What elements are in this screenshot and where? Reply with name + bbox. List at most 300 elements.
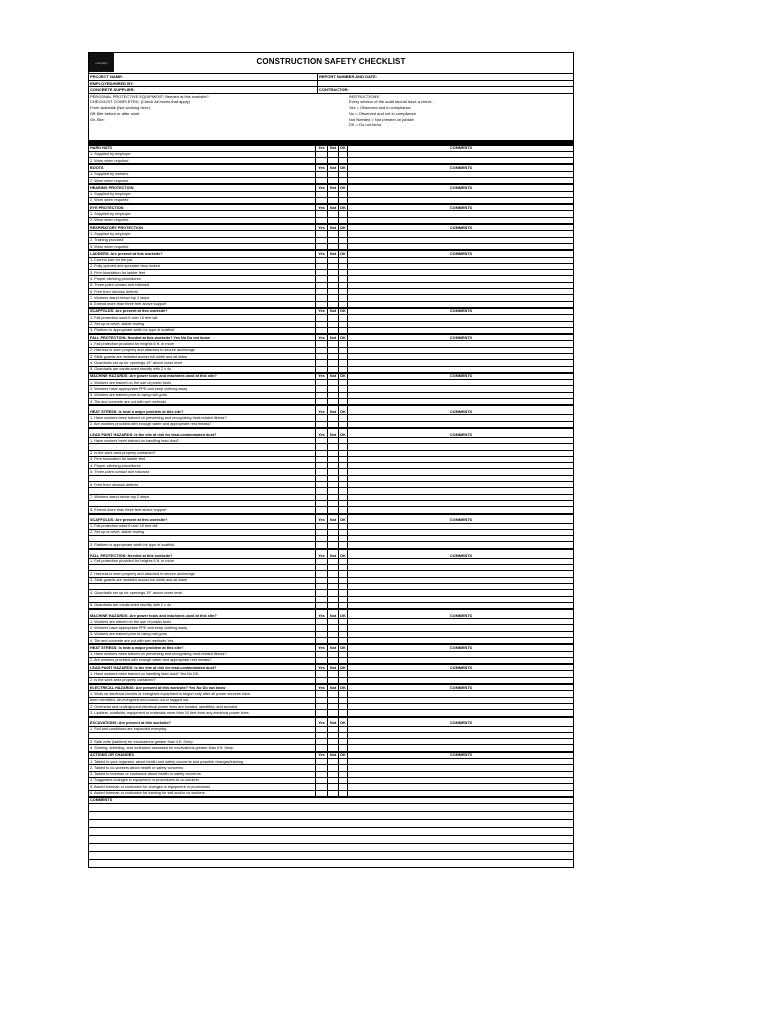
item-text: 2. Worn when required <box>89 217 316 224</box>
info-label[interactable]: CONCRETE SUPPLIER: <box>89 87 318 93</box>
item-text: 4. Proper climbing procedures <box>89 276 316 282</box>
checklist-item <box>89 677 574 684</box>
item-text: 1. Have workers been trained on preventing and recognizing heat-related illness? <box>89 651 316 657</box>
section-header <box>89 145 574 152</box>
yes-column-label: Yes <box>316 609 328 619</box>
checklist-item <box>89 158 574 165</box>
comments-column-label: COMMENTS <box>348 184 574 191</box>
not-checkbox[interactable] <box>328 243 339 250</box>
item-text: 1. Correct size for the job <box>89 257 316 263</box>
comments-column-label: COMMENTS <box>348 644 574 651</box>
yes-checkbox[interactable] <box>316 421 328 428</box>
item-text: 4. Guardrails set up for openings 19" above lower level <box>89 360 316 366</box>
comment-cell[interactable] <box>348 542 574 549</box>
yes-checkbox[interactable] <box>316 399 328 406</box>
item-text: 4. Tile and concrete are cut with wet methods <box>89 399 316 406</box>
yes-column-label: Yes <box>316 549 328 559</box>
item-text: 1. Talked to your organizer about health and safety concerns and possible changes/training <box>89 759 316 765</box>
item-text: 2. Safe exits (ladders) for excavations greater than 4 ft. Deep <box>89 739 316 745</box>
info-label[interactable]: EMPLOYED/HIRED BY: <box>89 81 318 87</box>
item-text: 3. Worn when required <box>89 243 316 250</box>
dk-checkbox[interactable] <box>339 217 348 224</box>
item-text: 7. Workers stand below top 2 steps <box>89 295 316 301</box>
dk-column-label: DK <box>339 609 348 619</box>
checklist-item <box>89 657 574 664</box>
yes-column-label: Yes <box>316 334 328 341</box>
comment-cell[interactable] <box>348 421 574 428</box>
item-text: 4. Tile and concrete are cut with wet methods Yes <box>89 637 316 644</box>
item-text: 5. Three-point contact rule followed <box>89 282 316 288</box>
item-text: 1. Work on electrical circuits or energized equipment is begun only after all power sources have <box>89 691 316 697</box>
comment-cell[interactable] <box>348 158 574 165</box>
comments-column-label: COMMENTS <box>348 250 574 257</box>
item-text: 8. Extend more than three feet above support <box>89 507 316 514</box>
comment-line-cell[interactable] <box>89 852 574 860</box>
item-text: 3. Talked to foreman or contractor about health or safety concerns <box>89 771 316 777</box>
item-text: 7. Workers stand below top 2 steps <box>89 494 316 500</box>
not-checkbox[interactable] <box>328 637 339 644</box>
item-text: 2. Is the work area properly contained? <box>89 450 316 456</box>
info-label[interactable] <box>318 81 573 87</box>
not-checkbox[interactable] <box>328 158 339 165</box>
not-column-label: Not <box>328 250 339 257</box>
dk-column-label: DK <box>340 685 346 690</box>
info-row <box>88 73 574 81</box>
item-text: 1. Soil and conditions are inspected everyday <box>89 726 316 732</box>
yes-column-label: Yes <box>316 664 328 671</box>
item-text: 3. Shoring, shielding, and inclination assessed for excavations greater than 5 ft. Deep <box>89 745 316 752</box>
item-text: 2. Harness is worn properly and attached to secure anchorage <box>89 571 316 577</box>
comment-line[interactable] <box>89 804 574 812</box>
item-text: 8. Extend more than three feet above support <box>89 301 316 308</box>
dk-checkbox[interactable] <box>339 677 348 684</box>
comment-line-cell[interactable] <box>89 828 574 836</box>
not-column-label: Not <box>328 184 339 191</box>
section-title: HARD HATS <box>89 145 316 152</box>
dk-checkbox[interactable] <box>339 243 348 250</box>
comment-line-cell[interactable] <box>89 820 574 828</box>
item-text: 4. Guardrails set up for openings 19" above lower level <box>89 590 316 596</box>
intro-line: CHECKLIST COMPLETED: (Check all boxes that apply) <box>90 99 190 105</box>
section-header <box>89 164 574 171</box>
item-text: 1. Workers are trained on the use of power tools <box>89 380 316 386</box>
dk-column-label: DK <box>339 428 348 438</box>
section-header <box>89 334 574 341</box>
item-text: 3. Slide guards are installed across full width and all sides <box>89 354 316 360</box>
dk-checkbox[interactable] <box>339 542 348 549</box>
comments-column-label: COMMENTS <box>348 405 574 415</box>
item-text: 3. Slide guards are installed across full width and all sides <box>89 577 316 583</box>
not-checkbox[interactable] <box>328 677 339 684</box>
item-text: 2. Harness is worn properly and attached to secure anchorage <box>89 347 316 353</box>
comment-cell[interactable] <box>348 507 574 514</box>
item-text: 1. Fall protection used if over 10 feet tall <box>89 523 316 529</box>
checklist-item <box>89 542 574 549</box>
dk-checkbox[interactable] <box>339 327 348 334</box>
instruction-line: Every section of the audit should have a check : <box>349 99 434 105</box>
item-text: 1. Fall protection provided for heights 6 ft. or more <box>89 341 316 347</box>
comments-column-label: COMMENTS <box>348 684 574 691</box>
not-checkbox[interactable] <box>328 507 339 514</box>
section-header <box>89 609 574 619</box>
item-text: 2. Are workers provided with enough water and appropriate rest breaks? <box>89 421 316 428</box>
item-text: 6. Asked foreman or contractor for training for self and/or co-workers <box>89 790 316 797</box>
item-text: 3. Platform is appropriate width for type of scaffold <box>89 327 316 334</box>
section-title: LADDERS: Are present at this worksite? <box>89 250 316 257</box>
item-text: 3. Firm foundation for ladder feet <box>89 456 316 462</box>
section-header <box>89 428 574 438</box>
yes-checkbox[interactable] <box>316 158 328 165</box>
dk-checkbox[interactable] <box>339 657 348 664</box>
dk-checkbox[interactable] <box>339 421 348 428</box>
section-title: MACHINE HAZARDS: Are power tools and machines used at this site? <box>89 609 316 619</box>
item-text: 2. Worn when required <box>89 197 316 204</box>
dk-checkbox[interactable] <box>339 637 348 644</box>
not-column-label: Not <box>328 644 339 651</box>
section-header <box>89 514 574 524</box>
dk-checkbox[interactable] <box>339 399 348 406</box>
final-comments-label: COMMENTS <box>89 797 574 804</box>
yes-checkbox[interactable] <box>316 327 328 334</box>
section-title: EYE PROTECTION <box>89 204 316 211</box>
yes-checkbox[interactable] <box>316 301 328 308</box>
section-title: HEAT STRESS: Is heat a major problem at this site? <box>89 405 316 415</box>
dk-checkbox[interactable] <box>339 301 348 308</box>
comment-line[interactable] <box>89 812 574 820</box>
section-header <box>89 664 574 671</box>
comments-column-label: COMMENTS <box>348 752 574 759</box>
comment-cell[interactable] <box>348 637 574 644</box>
comment-cell[interactable] <box>348 177 574 184</box>
checklist-item <box>89 637 574 644</box>
intro-line: On-Site: <box>90 116 105 122</box>
not-checkbox[interactable] <box>328 366 339 373</box>
yes-checkbox[interactable] <box>316 197 328 204</box>
item-text: 3. Workers are trained prior to using nail guns <box>89 392 316 398</box>
item-text: 2. Workers have appropriate PPE and keep clothing away <box>89 386 316 392</box>
intro-line: PERSONAL PROTECTIVE EQUIPMENT: Needed at this worksite? <box>90 93 209 99</box>
instructions <box>318 94 573 140</box>
yes-column-label: Yes <box>316 250 328 257</box>
yes-checkbox[interactable] <box>316 710 328 717</box>
checklist-table <box>88 140 574 869</box>
section-title: MACHINE HAZARDS: Are power tools and machines used at this site? <box>89 373 316 380</box>
comments-column-label: COMMENTS <box>348 334 574 341</box>
comment-line[interactable] <box>89 836 574 844</box>
item-text: 3. Workers are trained prior to using nail guns <box>89 631 316 637</box>
checklist-item <box>89 421 574 428</box>
checklist-item <box>89 507 574 514</box>
comments-column-label: COMMENTS <box>348 145 574 152</box>
not-column-label: Not <box>328 204 339 211</box>
not-checkbox[interactable] <box>328 399 339 406</box>
comment-line[interactable] <box>89 844 574 852</box>
item-text: 5. Guardrails are constructed sturdily with 2 x 4s <box>89 602 316 609</box>
section-title: HEARING PROTECTION <box>89 184 316 191</box>
yes-column-label: Yes <box>316 644 328 651</box>
not-checkbox[interactable] <box>328 542 339 549</box>
section-title: SCAFFOLDS: Are present at this worksite? <box>89 308 316 315</box>
item-text: 5. Guardrails are constructed sturdily with 2 x 4s <box>89 366 316 373</box>
comment-cell[interactable] <box>348 366 574 373</box>
not-column-label: Not <box>328 609 339 619</box>
item-text: 2. Fully opened and spreader bars locked <box>89 263 316 269</box>
not-column-label: Not <box>328 224 339 231</box>
not-column-label: Not <box>328 549 339 559</box>
yes-checkbox[interactable] <box>316 745 328 752</box>
not-checkbox[interactable] <box>328 217 339 224</box>
dk-column-label: DK <box>339 405 348 415</box>
comment-cell[interactable] <box>348 197 574 204</box>
section-title: EXCAVATIONS: Are present at this worksite? <box>89 717 316 727</box>
yes-checkbox[interactable] <box>316 507 328 514</box>
item-text: 5. Three-point contact rule followed <box>89 469 316 475</box>
checklist-item <box>89 243 574 250</box>
not-checkbox[interactable] <box>328 301 339 308</box>
comments-column-label: COMMENTS <box>348 514 574 524</box>
item-text: 2. Overhead and underground electrical power lines are located, identified, and avoided. <box>89 703 316 709</box>
section-title: FALL PROTECTION: Needed at this worksite? <box>89 549 316 559</box>
section-header <box>89 405 574 415</box>
comment-cell[interactable] <box>348 399 574 406</box>
yes-checkbox[interactable] <box>316 637 328 644</box>
dk-column-label: DK <box>340 753 346 758</box>
intro-block <box>88 94 574 140</box>
not-checkbox[interactable] <box>328 327 339 334</box>
item-text: 6. Free from obvious defects <box>89 289 316 295</box>
item-text: 1. Have workers been trained on preventing and recognizing heat-related illness? <box>89 415 316 421</box>
dk-checkbox[interactable] <box>339 790 348 797</box>
section-title: ACTIONS OR CHANGES <box>89 752 316 759</box>
item-text: 3. Firm foundation for ladder feet <box>89 270 316 276</box>
section-header <box>89 204 574 211</box>
section-header <box>89 752 574 759</box>
not-checkbox[interactable] <box>328 177 339 184</box>
comment-cell[interactable] <box>348 745 574 752</box>
section-title: LEAD PAINT HAZARDS: Is the site at risk for lead-contaminated dust? <box>89 664 316 671</box>
not-column-label: Not <box>328 145 339 152</box>
not-checkbox[interactable] <box>328 197 339 204</box>
comments-column-label: COMMENTS <box>348 308 574 315</box>
comment-cell[interactable] <box>348 710 574 717</box>
intro-line: Off-Site before or after work: <box>90 110 141 116</box>
not-column-label: Not <box>328 334 339 341</box>
section-header <box>89 373 574 380</box>
item-text: 5. Asked foreman or contractor for changes in equipment or procedures <box>89 784 316 790</box>
checklist-item <box>89 327 574 334</box>
comment-cell[interactable] <box>348 790 574 797</box>
not-checkbox[interactable] <box>328 421 339 428</box>
dk-column-label: DK <box>339 549 348 559</box>
comment-cell[interactable] <box>348 243 574 250</box>
info-label[interactable]: CONTRACTOR: <box>319 87 349 92</box>
item-text: 1. Workers are trained on the use of power tools <box>89 619 316 625</box>
item-text: 1. Fall protection used if over 10 feet tall <box>89 315 316 321</box>
section-title: LEAD PAINT HAZARDS: Is the site at risk for lead-contaminated dust? <box>89 428 316 438</box>
item-text: 2. Set up on level, stable footing <box>89 321 316 327</box>
item-text: 2. Training provided <box>89 237 316 243</box>
page-title: CONSTRUCTION SAFETY CHECKLIST <box>256 57 406 66</box>
item-text: 1. Supplied by employer <box>89 211 316 217</box>
dk-column-label: DK <box>339 717 348 727</box>
comments-column-label: COMMENTS <box>348 373 574 380</box>
not-column-label: Not <box>328 428 339 438</box>
section-title: BOOTS <box>89 164 316 171</box>
dk-column-label: DK <box>340 205 346 210</box>
dk-checkbox[interactable] <box>339 507 348 514</box>
comments-column-label: COMMENTS <box>348 164 574 171</box>
section-header <box>89 644 574 651</box>
dk-column-label: DK <box>340 165 346 170</box>
not-checkbox[interactable] <box>328 710 339 717</box>
comment-cell[interactable] <box>348 217 574 224</box>
instruction-line: No = Observed and not in compliance <box>349 110 417 116</box>
yes-checkbox[interactable] <box>316 243 328 250</box>
checklist-item <box>89 602 574 609</box>
section-header <box>89 549 574 559</box>
checklist-item <box>89 217 574 224</box>
yes-column-label: Yes <box>316 145 328 152</box>
intro-left <box>89 94 318 140</box>
yes-column-label: Yes <box>316 373 328 380</box>
comments-column-label: COMMENTS <box>348 204 574 211</box>
info-label[interactable]: REPORT NUMBER AND DATE: <box>319 74 377 79</box>
not-checkbox[interactable] <box>328 657 339 664</box>
yes-column-label: Yes <box>316 184 328 191</box>
section-header <box>89 684 574 691</box>
instruction-line: Not Needed = Not present on jobsite <box>349 116 414 122</box>
item-text: 1. Fall protection provided for heights 6 ft. or more <box>89 558 316 564</box>
item-text: 6. Free from obvious defects <box>89 482 316 488</box>
item-text: 1. Supplied by employer <box>89 231 316 237</box>
item-text: 2. Set up on level, stable footing <box>89 529 316 535</box>
item-text: 4. Suggested changes in equipment or procedures to co-workers <box>89 777 316 783</box>
dk-checkbox[interactable] <box>339 197 348 204</box>
item-text: 2. Worn when required <box>89 177 316 184</box>
section-header <box>89 250 574 257</box>
dk-column-label: DK <box>340 645 346 650</box>
comment-cell[interactable] <box>348 657 574 664</box>
yes-checkbox[interactable] <box>316 790 328 797</box>
section-title: ELECTRICAL HAZARDS: Are present at this worksite? Yes No Do not know <box>89 684 316 691</box>
yes-checkbox[interactable] <box>316 217 328 224</box>
item-text: 2. Workers have appropriate PPE and keep clothing away <box>89 625 316 631</box>
item-text: 1. Have workers been trained on handling lead dust? Yes No DK <box>89 671 316 677</box>
not-checkbox[interactable] <box>328 745 339 752</box>
yes-checkbox[interactable] <box>316 602 328 609</box>
not-column-label: Not <box>328 405 339 415</box>
checklist-item <box>89 710 574 717</box>
not-checkbox[interactable] <box>328 602 339 609</box>
checklist-sheet <box>88 52 574 868</box>
yes-column-label: Yes <box>316 405 328 415</box>
comment-line[interactable] <box>89 820 574 828</box>
comments-column-label: COMMENTS <box>348 224 574 231</box>
comments-column-label: COMMENTS <box>348 609 574 619</box>
dk-column-label: DK <box>340 335 346 340</box>
yes-column-label: Yes <box>316 204 328 211</box>
item-text: 2. Are workers provided with enough water and appropriate rest breaks? <box>89 657 316 664</box>
not-checkbox[interactable] <box>328 790 339 797</box>
comment-line[interactable] <box>89 852 574 860</box>
not-column-label: Not <box>328 717 339 727</box>
section-title: HEAT STRESS: Is heat a major problem at this site? <box>89 644 316 651</box>
dk-column-label: DK <box>340 146 346 151</box>
comment-line[interactable] <box>89 828 574 836</box>
not-column-label: Not <box>328 308 339 315</box>
checklist-item <box>89 177 574 184</box>
section-header <box>89 717 574 727</box>
section-header <box>89 308 574 315</box>
comment-cell[interactable] <box>348 602 574 609</box>
comments-column-label: COMMENTS <box>348 717 574 727</box>
yes-column-label: Yes <box>316 717 328 727</box>
comment-line-cell[interactable] <box>89 812 574 820</box>
not-column-label: Not <box>328 164 339 171</box>
dk-column-label: DK <box>340 225 346 230</box>
item-text: 2. Talked to co-workers about health or safety concerns <box>89 765 316 771</box>
item-text: 1. Supplied by workers <box>89 171 316 177</box>
item-text: 1. Have workers been trained on handling lead dust? <box>89 437 316 443</box>
dk-checkbox[interactable] <box>339 366 348 373</box>
checklist-item <box>89 745 574 752</box>
yes-checkbox[interactable] <box>316 677 328 684</box>
dk-checkbox[interactable] <box>339 158 348 165</box>
yes-checkbox[interactable] <box>316 366 328 373</box>
comment-cell[interactable] <box>348 677 574 684</box>
item-text: 3. Platform is appropriate width for type of scaffold <box>89 542 316 549</box>
not-column-label: Not <box>328 514 339 524</box>
item-text: 2. Is the work area properly contained? <box>89 677 316 684</box>
item-text: 2. Worn when required <box>89 158 316 165</box>
checklist-item <box>89 366 574 373</box>
comment-line-cell[interactable] <box>89 836 574 844</box>
checklist-item <box>89 790 574 797</box>
comments-column-label: COMMENTS <box>348 428 574 438</box>
dk-column-label: DK <box>340 251 346 256</box>
yes-checkbox[interactable] <box>316 542 328 549</box>
comment-line[interactable] <box>89 860 574 868</box>
info-label[interactable]: PROJECT NAME: <box>89 74 318 80</box>
yes-checkbox[interactable] <box>316 657 328 664</box>
dk-checkbox[interactable] <box>339 177 348 184</box>
item-text: been identified, de-energized and locked out or tagged out. <box>89 697 316 703</box>
yes-column-label: Yes <box>316 164 328 171</box>
dk-column-label: DK <box>339 514 348 524</box>
not-column-label: Not <box>328 664 339 671</box>
instruction-line: DK = Do not know <box>349 122 382 128</box>
comments-column-label: COMMENTS <box>348 549 574 559</box>
yes-column-label: Yes <box>316 514 328 524</box>
dk-checkbox[interactable] <box>339 602 348 609</box>
checklist-item <box>89 197 574 204</box>
dk-checkbox[interactable] <box>339 710 348 717</box>
comment-line-cell[interactable] <box>89 804 574 812</box>
comment-cell[interactable] <box>348 327 574 334</box>
not-column-label: Not <box>328 752 339 759</box>
comment-line-cell[interactable] <box>89 860 574 868</box>
dk-column-label: DK <box>340 665 346 670</box>
yes-checkbox[interactable] <box>316 177 328 184</box>
comment-line-cell[interactable] <box>89 844 574 852</box>
dk-checkbox[interactable] <box>339 745 348 752</box>
dk-column-label: DK <box>340 374 346 379</box>
item-text: 1. Supplied by employer <box>89 151 316 157</box>
section-header <box>89 224 574 231</box>
comment-cell[interactable] <box>348 301 574 308</box>
yes-column-label: Yes <box>316 308 328 315</box>
section-title: FALL PROTECTION: Needed at this worksite? Yes No Do not know <box>89 334 316 341</box>
